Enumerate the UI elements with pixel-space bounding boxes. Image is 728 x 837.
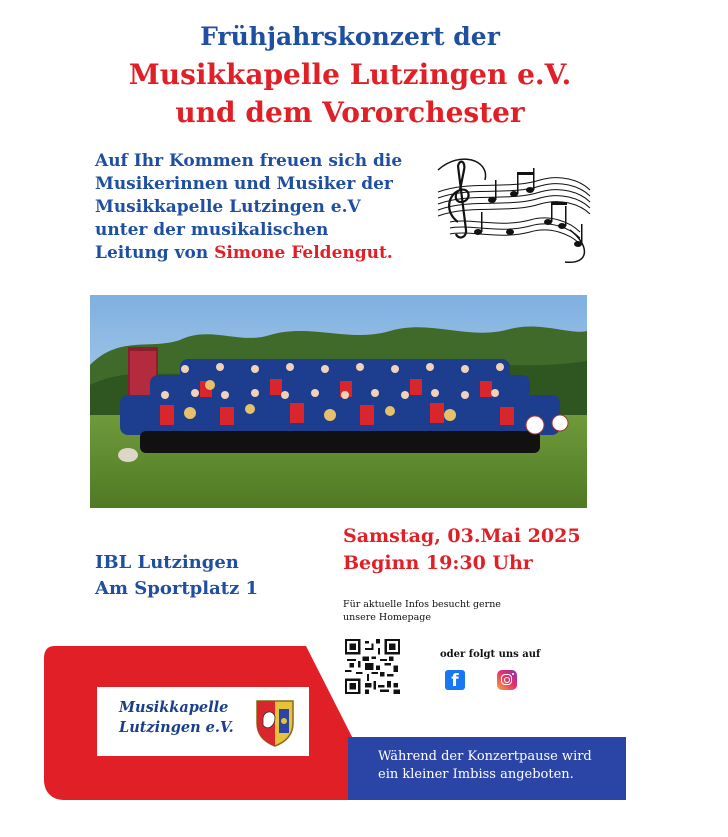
intro-text bbox=[95, 150, 425, 265]
title-line-1: Frühjahrskonzert der bbox=[200, 22, 500, 51]
intro-line: Musikkapelle Lutzingen e.V bbox=[95, 197, 361, 217]
venue-address bbox=[95, 550, 258, 602]
pause-line-2: ein kleiner Imbiss angeboten. bbox=[378, 767, 574, 782]
intro-line bbox=[95, 242, 425, 265]
event-datetime bbox=[343, 523, 581, 577]
event-date: Samstag, 03.Mai 2025 bbox=[343, 525, 581, 547]
conductor-name: Simone Feldengut. bbox=[214, 243, 393, 263]
coat-of-arms-icon bbox=[253, 697, 297, 747]
band-photo bbox=[90, 295, 587, 508]
intro-prefix: Leitung von bbox=[95, 243, 215, 263]
band-logo bbox=[97, 687, 309, 756]
logo-line-1: Musikkapelle bbox=[119, 699, 229, 716]
venue-street: Am Sportplatz 1 bbox=[95, 578, 259, 599]
instagram-icon[interactable] bbox=[497, 670, 517, 690]
music-notes-icon bbox=[430, 150, 595, 270]
logo-text bbox=[119, 698, 234, 738]
logo-line-2: Lutzingen e.V. bbox=[119, 719, 234, 736]
info-line-2: unsere Homepage bbox=[343, 612, 432, 623]
event-start: Beginn 19:30 Uhr bbox=[343, 552, 533, 574]
homepage-info bbox=[343, 598, 501, 624]
intro-line: unter der musikalischen bbox=[95, 220, 329, 240]
facebook-icon[interactable] bbox=[445, 670, 465, 690]
pause-line-1: Während der Konzertpause wird bbox=[378, 749, 592, 764]
follow-us-label: oder folgt uns auf bbox=[440, 649, 541, 660]
title-line-2: Musikkapelle Lutzingen e.V. bbox=[128, 58, 572, 91]
intro-line: Auf Ihr Kommen freuen sich die bbox=[95, 151, 403, 171]
intro-line: Musikerinnen und Musiker der bbox=[95, 174, 393, 194]
title-line-3: und dem Vororchester bbox=[175, 96, 525, 129]
info-line-1: Für aktuelle Infos besucht gerne bbox=[343, 599, 501, 610]
facebook-glyph: f bbox=[451, 671, 459, 691]
venue-name: IBL Lutzingen bbox=[95, 552, 239, 573]
intermission-note bbox=[378, 748, 592, 784]
